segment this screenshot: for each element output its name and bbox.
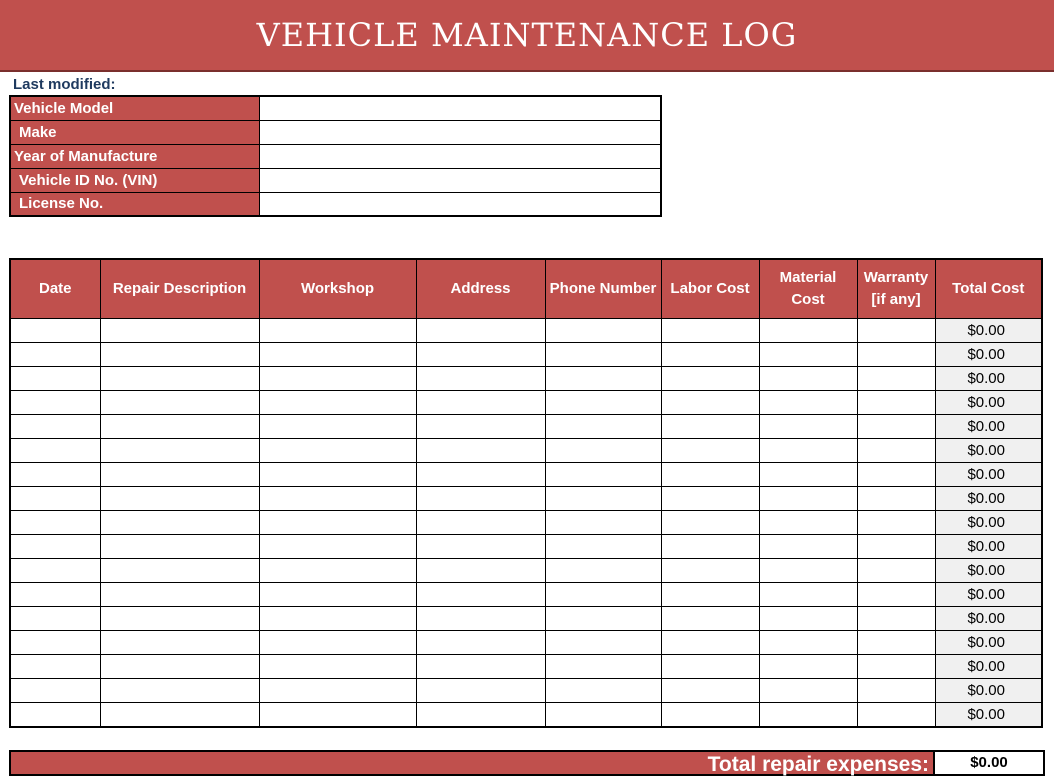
- vin-field[interactable]: [259, 168, 661, 192]
- labor-cost-cell[interactable]: [661, 559, 759, 583]
- total-expenses-value: $0.00: [933, 752, 1043, 774]
- labor-cost-cell[interactable]: [661, 391, 759, 415]
- total-cost-cell: $0.00: [935, 631, 1042, 655]
- title-bar: [0, 0, 1054, 72]
- labor-cost-cell[interactable]: [661, 415, 759, 439]
- material-cost-cell[interactable]: [759, 631, 857, 655]
- total-expenses-bar: [9, 750, 1045, 776]
- table-row: [10, 319, 1042, 343]
- labor-cost-cell[interactable]: [661, 655, 759, 679]
- maintenance-log-table: [9, 258, 1043, 728]
- phone-number-cell[interactable]: [545, 631, 661, 655]
- address-cell[interactable]: [416, 367, 545, 391]
- workshop-cell[interactable]: [259, 607, 416, 631]
- labor-cost-cell[interactable]: [661, 703, 759, 727]
- phone-number-cell[interactable]: [545, 607, 661, 631]
- year-of-manufacture-field[interactable]: [259, 144, 661, 168]
- phone-number-cell[interactable]: [545, 463, 661, 487]
- repair-description-cell[interactable]: [100, 583, 259, 607]
- total-cost-cell: $0.00: [935, 679, 1042, 703]
- warranty-cell[interactable]: [857, 439, 935, 463]
- table-row: [10, 343, 1042, 367]
- workshop-cell[interactable]: [259, 703, 416, 727]
- warranty-cell[interactable]: [857, 607, 935, 631]
- date-cell[interactable]: [10, 487, 100, 511]
- phone-number-cell[interactable]: [545, 343, 661, 367]
- workshop-cell[interactable]: [259, 631, 416, 655]
- address-cell[interactable]: [416, 391, 545, 415]
- date-cell[interactable]: [10, 583, 100, 607]
- total-cost-cell: $0.00: [935, 463, 1042, 487]
- material-cost-cell[interactable]: [759, 607, 857, 631]
- phone-number-cell[interactable]: [545, 655, 661, 679]
- phone-number-cell[interactable]: [545, 511, 661, 535]
- total-cost-cell: $0.00: [935, 535, 1042, 559]
- material-cost-cell[interactable]: [759, 319, 857, 343]
- warranty-cell[interactable]: [857, 367, 935, 391]
- phone-number-cell[interactable]: [545, 535, 661, 559]
- workshop-cell[interactable]: [259, 343, 416, 367]
- total-cost-cell: $0.00: [935, 487, 1042, 511]
- workshop-cell[interactable]: [259, 511, 416, 535]
- warranty-cell[interactable]: [857, 655, 935, 679]
- table-row: [10, 487, 1042, 511]
- table-row: [10, 391, 1042, 415]
- material-cost-cell[interactable]: [759, 559, 857, 583]
- total-cost-cell: $0.00: [935, 439, 1042, 463]
- total-cost-cell: $0.00: [935, 583, 1042, 607]
- material-cost-cell[interactable]: [759, 367, 857, 391]
- table-row: [10, 583, 1042, 607]
- table-row: [10, 607, 1042, 631]
- repair-description-cell[interactable]: [100, 631, 259, 655]
- material-cost-cell[interactable]: [759, 703, 857, 727]
- log-header-row: [10, 259, 1042, 319]
- column-header-repair-description: Repair Description: [100, 259, 259, 319]
- repair-description-cell[interactable]: [100, 343, 259, 367]
- material-cost-cell[interactable]: [759, 511, 857, 535]
- address-cell[interactable]: [416, 583, 545, 607]
- date-cell[interactable]: [10, 319, 100, 343]
- table-row: [10, 679, 1042, 703]
- repair-description-cell[interactable]: [100, 391, 259, 415]
- material-cost-cell[interactable]: [759, 583, 857, 607]
- labor-cost-cell[interactable]: [661, 511, 759, 535]
- repair-description-cell[interactable]: [100, 463, 259, 487]
- material-cost-cell[interactable]: [759, 439, 857, 463]
- last-modified-label: Last modified:: [13, 76, 116, 93]
- address-cell[interactable]: [416, 439, 545, 463]
- material-cost-cell[interactable]: [759, 487, 857, 511]
- warranty-cell[interactable]: [857, 679, 935, 703]
- date-cell[interactable]: [10, 391, 100, 415]
- table-row: [10, 367, 1042, 391]
- total-cost-cell: $0.00: [935, 415, 1042, 439]
- workshop-cell[interactable]: [259, 679, 416, 703]
- workshop-cell[interactable]: [259, 655, 416, 679]
- vehicle-model-label: Vehicle Model: [10, 96, 259, 120]
- address-cell[interactable]: [416, 487, 545, 511]
- address-cell[interactable]: [416, 631, 545, 655]
- year-of-manufacture-label: Year of Manufacture: [10, 144, 259, 168]
- make-label: Make: [10, 120, 259, 144]
- phone-number-cell[interactable]: [545, 559, 661, 583]
- workshop-cell[interactable]: [259, 415, 416, 439]
- address-cell[interactable]: [416, 559, 545, 583]
- column-header-workshop: Workshop: [259, 259, 416, 319]
- labor-cost-cell[interactable]: [661, 679, 759, 703]
- material-cost-cell[interactable]: [759, 655, 857, 679]
- total-cost-cell: $0.00: [935, 703, 1042, 727]
- repair-description-cell[interactable]: [100, 319, 259, 343]
- vehicle-info-row: [10, 192, 661, 216]
- address-cell[interactable]: [416, 511, 545, 535]
- warranty-cell[interactable]: [857, 535, 935, 559]
- date-cell[interactable]: [10, 655, 100, 679]
- repair-description-cell[interactable]: [100, 607, 259, 631]
- warranty-cell[interactable]: [857, 559, 935, 583]
- column-header-labor-cost: Labor Cost: [661, 259, 759, 319]
- warranty-cell[interactable]: [857, 511, 935, 535]
- page-title: VEHICLE MAINTENANCE LOG: [256, 16, 798, 54]
- column-header-phone-number: Phone Number: [545, 259, 661, 319]
- column-header-warranty: Warranty[if any]: [857, 259, 935, 319]
- workshop-cell[interactable]: [259, 319, 416, 343]
- address-cell[interactable]: [416, 535, 545, 559]
- repair-description-cell[interactable]: [100, 535, 259, 559]
- repair-description-cell[interactable]: [100, 559, 259, 583]
- phone-number-cell[interactable]: [545, 679, 661, 703]
- address-cell[interactable]: [416, 463, 545, 487]
- column-header-material-cost: Material Cost: [759, 259, 857, 319]
- repair-description-cell[interactable]: [100, 367, 259, 391]
- table-row: [10, 703, 1042, 727]
- address-cell[interactable]: [416, 415, 545, 439]
- warranty-cell[interactable]: [857, 391, 935, 415]
- warranty-cell[interactable]: [857, 463, 935, 487]
- labor-cost-cell[interactable]: [661, 319, 759, 343]
- workshop-cell[interactable]: [259, 535, 416, 559]
- phone-number-cell[interactable]: [545, 319, 661, 343]
- total-cost-cell: $0.00: [935, 511, 1042, 535]
- column-header-date: Date: [10, 259, 100, 319]
- date-cell[interactable]: [10, 703, 100, 727]
- workshop-cell[interactable]: [259, 463, 416, 487]
- labor-cost-cell[interactable]: [661, 487, 759, 511]
- license-no-label: License No.: [10, 192, 259, 216]
- phone-number-cell[interactable]: [545, 391, 661, 415]
- total-cost-cell: $0.00: [935, 559, 1042, 583]
- address-cell[interactable]: [416, 607, 545, 631]
- repair-description-cell[interactable]: [100, 415, 259, 439]
- vehicle-model-field[interactable]: [259, 96, 661, 120]
- date-cell[interactable]: [10, 367, 100, 391]
- date-cell[interactable]: [10, 631, 100, 655]
- material-cost-cell[interactable]: [759, 679, 857, 703]
- vehicle-info-row: [10, 96, 661, 120]
- address-cell[interactable]: [416, 703, 545, 727]
- license-no-field[interactable]: [259, 192, 661, 216]
- labor-cost-cell[interactable]: [661, 439, 759, 463]
- table-row: [10, 655, 1042, 679]
- total-cost-cell: $0.00: [935, 367, 1042, 391]
- workshop-cell[interactable]: [259, 367, 416, 391]
- repair-description-cell[interactable]: [100, 655, 259, 679]
- warranty-cell[interactable]: [857, 319, 935, 343]
- warranty-cell[interactable]: [857, 343, 935, 367]
- vehicle-info-row: [10, 144, 661, 168]
- repair-description-cell[interactable]: [100, 439, 259, 463]
- labor-cost-cell[interactable]: [661, 463, 759, 487]
- address-cell[interactable]: [416, 319, 545, 343]
- material-cost-cell[interactable]: [759, 343, 857, 367]
- phone-number-cell[interactable]: [545, 583, 661, 607]
- address-cell[interactable]: [416, 679, 545, 703]
- vehicle-info-row: [10, 120, 661, 144]
- total-cost-cell: $0.00: [935, 391, 1042, 415]
- total-cost-cell: $0.00: [935, 343, 1042, 367]
- warranty-cell[interactable]: [857, 631, 935, 655]
- warranty-cell[interactable]: [857, 583, 935, 607]
- labor-cost-cell[interactable]: [661, 367, 759, 391]
- phone-number-cell[interactable]: [545, 367, 661, 391]
- labor-cost-cell[interactable]: [661, 535, 759, 559]
- phone-number-cell[interactable]: [545, 415, 661, 439]
- material-cost-cell[interactable]: [759, 535, 857, 559]
- material-cost-cell[interactable]: [759, 463, 857, 487]
- date-cell[interactable]: [10, 343, 100, 367]
- date-cell[interactable]: [10, 511, 100, 535]
- vin-label: Vehicle ID No. (VIN): [10, 168, 259, 192]
- address-cell[interactable]: [416, 343, 545, 367]
- phone-number-cell[interactable]: [545, 487, 661, 511]
- warranty-cell[interactable]: [857, 415, 935, 439]
- vehicle-info-row: [10, 168, 661, 192]
- column-header-address: Address: [416, 259, 545, 319]
- workshop-cell[interactable]: [259, 583, 416, 607]
- table-row: [10, 415, 1042, 439]
- vehicle-info-table: [9, 95, 662, 217]
- log-body: [10, 319, 1042, 727]
- date-cell[interactable]: [10, 439, 100, 463]
- warranty-cell[interactable]: [857, 487, 935, 511]
- workshop-cell[interactable]: [259, 391, 416, 415]
- labor-cost-cell[interactable]: [661, 631, 759, 655]
- labor-cost-cell[interactable]: [661, 583, 759, 607]
- total-expenses-label: Total repair expenses:: [707, 753, 929, 776]
- phone-number-cell[interactable]: [545, 703, 661, 727]
- workshop-cell[interactable]: [259, 439, 416, 463]
- labor-cost-cell[interactable]: [661, 607, 759, 631]
- repair-description-cell[interactable]: [100, 511, 259, 535]
- table-row: [10, 439, 1042, 463]
- column-header-total-cost: Total Cost: [935, 259, 1042, 319]
- table-row: [10, 535, 1042, 559]
- make-field[interactable]: [259, 120, 661, 144]
- date-cell[interactable]: [10, 415, 100, 439]
- table-row: [10, 511, 1042, 535]
- phone-number-cell[interactable]: [545, 439, 661, 463]
- repair-description-cell[interactable]: [100, 703, 259, 727]
- warranty-cell[interactable]: [857, 703, 935, 727]
- table-row: [10, 631, 1042, 655]
- table-row: [10, 463, 1042, 487]
- table-row: [10, 559, 1042, 583]
- labor-cost-cell[interactable]: [661, 343, 759, 367]
- repair-description-cell[interactable]: [100, 679, 259, 703]
- material-cost-cell[interactable]: [759, 391, 857, 415]
- total-cost-cell: $0.00: [935, 655, 1042, 679]
- repair-description-cell[interactable]: [100, 487, 259, 511]
- date-cell[interactable]: [10, 535, 100, 559]
- date-cell[interactable]: [10, 559, 100, 583]
- total-cost-cell: $0.00: [935, 607, 1042, 631]
- address-cell[interactable]: [416, 655, 545, 679]
- workshop-cell[interactable]: [259, 559, 416, 583]
- date-cell[interactable]: [10, 607, 100, 631]
- total-cost-cell: $0.00: [935, 319, 1042, 343]
- workshop-cell[interactable]: [259, 487, 416, 511]
- date-cell[interactable]: [10, 463, 100, 487]
- date-cell[interactable]: [10, 679, 100, 703]
- material-cost-cell[interactable]: [759, 415, 857, 439]
